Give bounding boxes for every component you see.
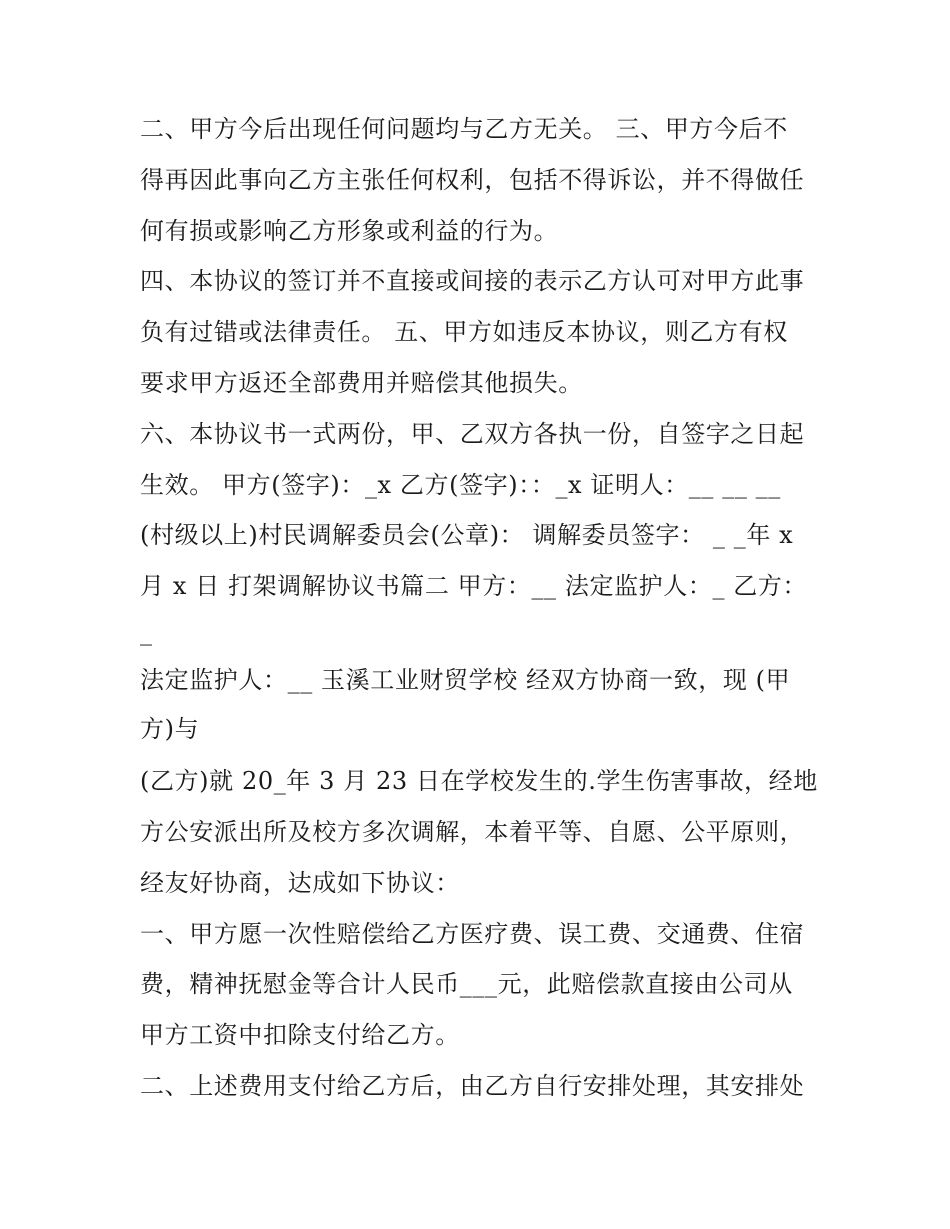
text-line: 负有过错或法律责任。 五、甲方如违反本协议，则乙方有权 — [140, 318, 788, 346]
text-line: 费，精神抚慰金等合计人民币___元，此赔偿款直接由公司从 — [140, 970, 793, 998]
text-line: 要求甲方返还全部费用并赔偿其他损失。 — [140, 369, 583, 397]
text-line: 一、甲方愿一次性赔偿给乙方医疗费、误工费、交通费、住宿 — [140, 920, 805, 948]
text-line: 二、甲方今后出现任何问题均与乙方无关。 三、甲方今后不 — [140, 115, 788, 143]
text-line: 方公安派出所及校方多次调解，本着平等、自愿、公平原则， — [140, 818, 805, 846]
text-line: 二、上述费用支付给乙方后，由乙方自行安排处理，其安排处 — [140, 1072, 805, 1100]
text-line: _ — [140, 618, 153, 646]
text-line: 法定监护人：__ 玉溪工业财贸学校 经双方协商一致，现 (甲 — [140, 666, 791, 694]
text-line: 经友好协商，达成如下协议： — [140, 869, 460, 897]
text-line: 六、本协议书一式两份，甲、乙双方各执一份，自签字之日起 — [140, 420, 805, 448]
text-line: 月 x 日 打架调解协议书篇二 甲方：__ 法定监护人：_ 乙方： — [140, 572, 808, 600]
text-line: (村级以上)村民调解委员会(公章)： 调解委员签字： _ _年 x — [140, 521, 794, 549]
text-line: (乙方)就 20_年 3 月 23 日在学校发生的.学生伤害事故，经地 — [140, 767, 818, 795]
text-line: 四、本协议的签订并不直接或间接的表示乙方认可对甲方此事 — [140, 267, 805, 295]
text-line: 得再因此事向乙方主张任何权利，包括不得诉讼，并不得做任 — [140, 166, 805, 194]
text-line: 甲方工资中扣除支付给乙方。 — [140, 1021, 460, 1049]
text-line: 生效。 甲方(签字)：_x 乙方(签字)：：_x 证明人：__ __ __ — [140, 471, 781, 499]
text-line: 方)与 — [140, 715, 200, 743]
text-line: 何有损或影响乙方形象或利益的行为。 — [140, 217, 559, 245]
